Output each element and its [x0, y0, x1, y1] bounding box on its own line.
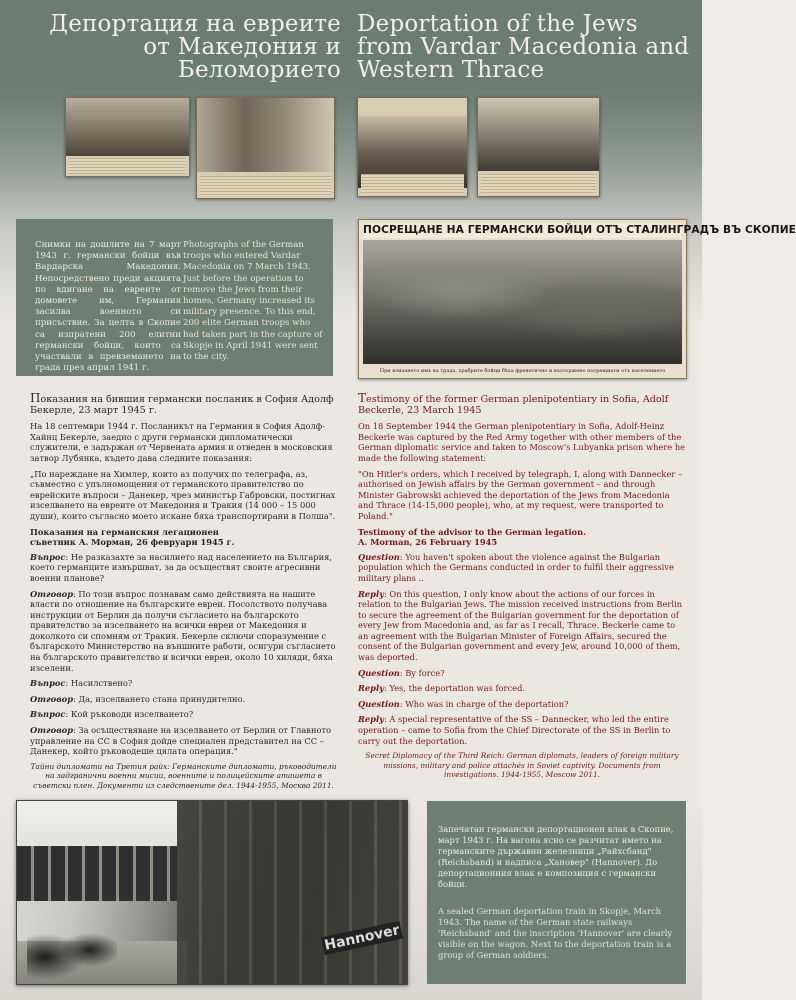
train-cars [17, 846, 177, 901]
freight-wagon [177, 801, 407, 984]
archival-photo-troops-marching [65, 97, 190, 177]
soldiers-figures [27, 916, 117, 984]
bulgarian-question-2: Въпрос: Насилствено? [30, 678, 133, 689]
deportation-train-photo [16, 800, 408, 985]
english-testimony-heading: Testimony of the former German plenipotentiary in Sofia, Adolf Beckerle, 23 March 1945 [358, 391, 669, 416]
english-reply-3: Reply: A special representative of the SS – Dannecker, who led the entire operation – came to Sofia from the Chief Directorate of the SS in Berlin to carry out the deportation. [358, 714, 671, 746]
english-source-note: Secret Diplomacy of the Third Reich: German diplomats, leaders of foreign military missions, military and police attachés in Soviet captivity. Documents from investigations. 1944-1955, Moscow 2011. [365, 751, 679, 780]
english-testimony-column [358, 393, 686, 784]
bottom-caption-box [427, 801, 686, 984]
bulgarian-quote-paragraph: „По нареждане на Химлер, които аз получих по телеграфа, аз, съвместно с упълномощения от германското правителство по еврейските въпроси – Данекер, чрез министър Габровски, постигнах изселването на евреите от Македония и Тракия (14 000 – 15 000 души), които съгласно моето искане бяха транспортирани в Полша". [30, 468, 336, 521]
page-title-english: Deportation of the Jews from Vardar Macedonia and Western Thrace [357, 11, 690, 83]
english-intro-paragraph: On 18 September 1944 the German plenipotentiary in Sofia, Adolf-Heinz Beckerle was captured by the Red Army together with other members of the German diplomatic service and taken to Moscow's Lubyanka prison where he made the following statement: [358, 421, 686, 463]
top-caption-english: Photographs of the German troops who entered Vardar Macedonia on 7 March 1943. Just before the operation to remove the Jews from their homes, Germany increased its military presence. To this end, 200 elite German troops who had taken part in the capture of Skopje in April 1941 were sent to the city. [183, 240, 323, 363]
page-title-bulgarian: Депортация на евреите от Македония и Беломорието [49, 11, 341, 83]
bulgarian-testimony-heading: Показания на бившия германски посланик в София Адолф Бекерле, 23 март 1945 г. [30, 391, 334, 416]
english-subheading: Testimony of the advisor to the German legation. A. Morman, 26 February 1945 [358, 526, 586, 548]
bulgarian-testimony-column [30, 393, 337, 795]
english-quote-paragraph: "On Hitler's orders, which I received by telegraph, I, along with Dannecker – authorised on Jewish affairs by the German government – and through Minister Gabrowski achieved the deportation of the Jews from Macedonia and Thrace (14-15,000 people), who, at my request, were transported to Poland." [358, 468, 683, 521]
english-reply-2: Reply: Yes, the deportation was forced. [358, 683, 526, 694]
archival-photo-parade [477, 97, 600, 197]
bulgarian-source-note: Тайни дипломати на Третия райх: Германските дипломати, ръководители на задгранични военни мисии, военните и полицейските аташета в съветски плен. Документи из следствените дел. 1944-1955, Москва 2011. [30, 761, 337, 790]
bottom-caption-english: A sealed German deportation train in Skopje, March 1943. The name of the German state railways 'Reichsband' and the inscription 'Hannover' are clearly visible on the wagon. Next to the deportation train is a group of German soldiers. [438, 906, 673, 960]
bulgarian-subheading: Показания на германския легационен съветник А. Морман, 26 февруари 1945 г. [30, 526, 235, 548]
bulgarian-reply-3: Отговор: За осъществяване на изселването от Берлин от Главното управление на СС в София дойде специален представител на СС – Данекер, който ръководеше цялата операция." [30, 725, 332, 757]
newspaper-photo-soldiers [363, 240, 682, 364]
bottom-caption-bulgarian: Запечатан германски депортационен влак в Скопие, март 1943 г. На вагона ясно се разчитат името на германските държавни железници „Райхсбанд" (Reichsband) и надписа „Хановер" (Hannover). До депортационния влак е композиция с германски бойци. [438, 824, 674, 889]
archival-photo-newspaper-welcome [357, 97, 468, 197]
bulgarian-question-3: Въпрос: Кой ръководи изселването? [30, 709, 194, 720]
english-question-2: Question: By force? [358, 667, 445, 678]
top-caption-box [16, 219, 333, 376]
bulgarian-reply-2: Отговор: Да, изселването стана принудително. [30, 693, 246, 704]
hannover-inscription: Hannover [321, 921, 403, 955]
top-caption-bulgarian: Снимки на дошлите на 7 март 1943 г. германски бойци във Вардарска Македония. Непосредствено преди акцията по вдигане на евреите от домовете им, Германия засилва военното си присъствие. За целта в Скопие са изпратени 200 елитни германски бойци, които са участвали в превземането на града през април 1941 г. [35, 240, 181, 374]
newspaper-headline: ПОСРЕЩАНЕ НА ГЕРМАНСКИ БОЙЦИ ОТЪ СТАЛИНГРАДЪ ВЪ СКОПИЕ [363, 224, 796, 236]
bulgarian-question-1: Въпрос: Не разказахте за насилието над населението на България, което германците извършват, за да осъществят своите агресивни военни планове? [30, 551, 332, 583]
english-reply-1: Reply: On this question, I only know about the actions of our forces in relation to the Bulgarian Jews. The mission received instructions from Berlin to secure the agreement of the Bulgarian government for the deportation of every Jew from Macedonia and, as far as I recall, Thrace. Beckerle came to an agreement with the Bulgarian Minister of Foreign Affairs, secured the consent of the Bulgarian government and every Jew, around 10,000 of them, was deported. [358, 588, 683, 663]
archival-photo-officers-review [196, 97, 335, 199]
english-question-1: Question: You haven't spoken about the violence against the Bulgarian population which the Germans conducted in order to fulfil their aggressive military plans .. [358, 551, 674, 583]
bulgarian-reply-1: Отговор: По този въпрос познавам само действията на нашите власти по отношение на българските евреи. Посолството получава инструкции от Берлин да получи съгласието на българското правителство за изселването на всички евреи от Македония и доколкото си спомням от Тракия. Бекерле сключи споразумение с българското Министерство на външните работи, осигури съгласието на българското правителство и всички евреи, около 10 хиляди, бяха изселени. [30, 588, 336, 673]
newspaper-clipping [358, 219, 796, 379]
english-question-3: Question: Who was in charge of the deportation? [358, 698, 569, 709]
bulgarian-intro-paragraph: На 18 септември 1944 г. Посланикът на Германия в София Адолф-Хайнц Бекерле, заедно с други германски дипломатически служители, е задържан от Червената армия и отведен в московския затвор Лубянка, където дава следните показания: [30, 421, 333, 463]
newspaper-photo-caption: При влизането имъ въ града, храбрите бойци бѣха френетично и възторжено посрещнати отъ населението [379, 368, 666, 374]
